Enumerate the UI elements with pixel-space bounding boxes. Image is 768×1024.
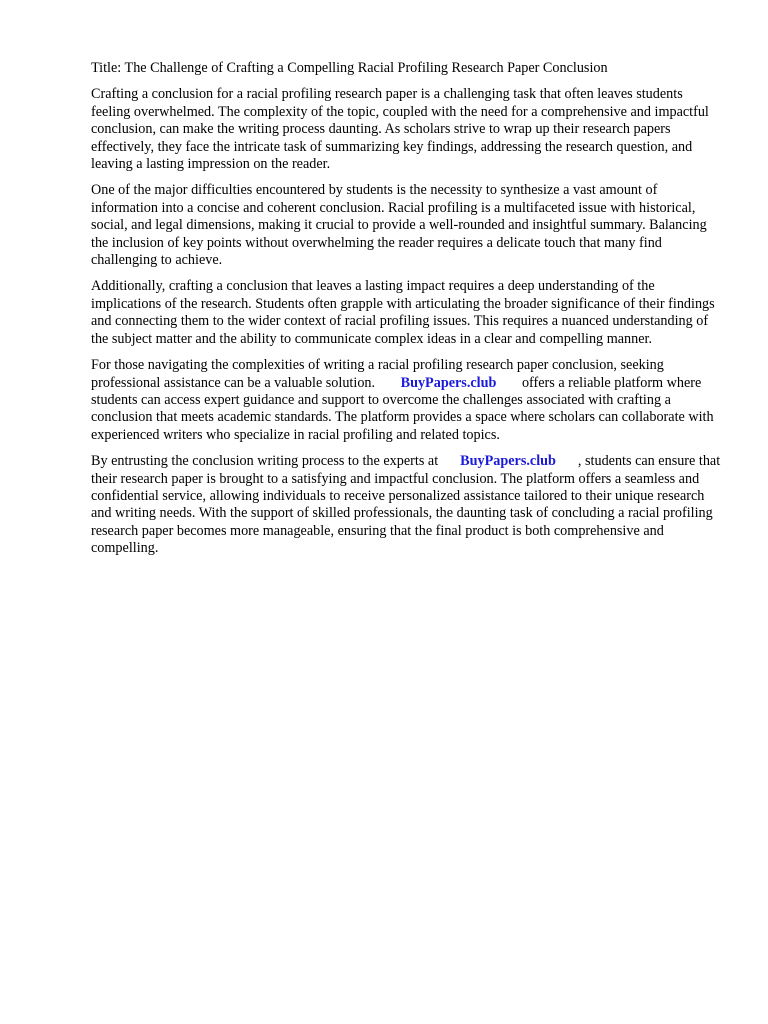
buypapers-link[interactable]: BuyPapers.club [460,453,556,470]
buypapers-link[interactable]: BuyPapers.club [400,374,497,391]
paragraph-entrusting-after: , students can ensure that their research paper is brought to a satisfying and impactful conclusion. The platform offers a seamless and confidential service, allowing individuals to receive personalized assistance tailored to their unique research and writing needs. With the support of skilled professionals, the daunting task of concluding a racial profiling research paper becomes more manageable, ensuring that the final product is both comprehensive and compelling. [91,453,721,557]
paragraph-impact: Additionally, crafting a conclusion that leaves a lasting impact requires a deep understanding of the implications of the research. Students often grapple with articulating the broader significance of their findings and connecting them to the wider context of racial profiling issues. This requires a nuanced understanding of the subject matter and the ability to communicate complex ideas in a clear and compelling manner. [91,278,715,347]
paragraph-intro: Crafting a conclusion for a racial profiling research paper is a challenging task that often leaves students feeling overwhelmed. The complexity of the topic, coupled with the need for a comprehensive and impactful conclusion, can make the writing process daunting. As scholars strive to wrap up their research papers effectively, they face the intricate task of summarizing key findings, addressing the research question, and leaving a lasting impression on the reader. [91,86,709,173]
paragraph-entrusting-before: By entrusting the conclusion writing process to the experts at [91,453,439,470]
paragraph-assistance [91,357,721,444]
document-page [91,60,721,567]
paragraph-assistance-before: For those navigating the complexities of writing a racial profiling research paper conclusion, seeking professional assistance can be a valuable solution. [91,357,664,391]
paragraph-assistance-after: offers a reliable platform where students can access expert guidance and support to overcome the challenges associated with crafting a conclusion that meets academic standards. The platform provides a space where scholars can collaborate with experienced writers who specialize in racial profiling and related topics. [91,374,714,443]
document-title: Title: The Challenge of Crafting a Compelling Racial Profiling Research Paper Conclusion [91,60,608,76]
paragraph-difficulties: One of the major difficulties encountered by students is the necessity to synthesize a vast amount of information into a concise and coherent conclusion. Racial profiling is a multifaceted issue with historical, social, and legal dimensions, making it crucial to provide a well-rounded and insightful summary. Balancing the inclusion of key points without overwhelming the reader requires a delicate touch that many find challenging to achieve. [91,182,707,269]
paragraph-entrusting [91,453,721,557]
